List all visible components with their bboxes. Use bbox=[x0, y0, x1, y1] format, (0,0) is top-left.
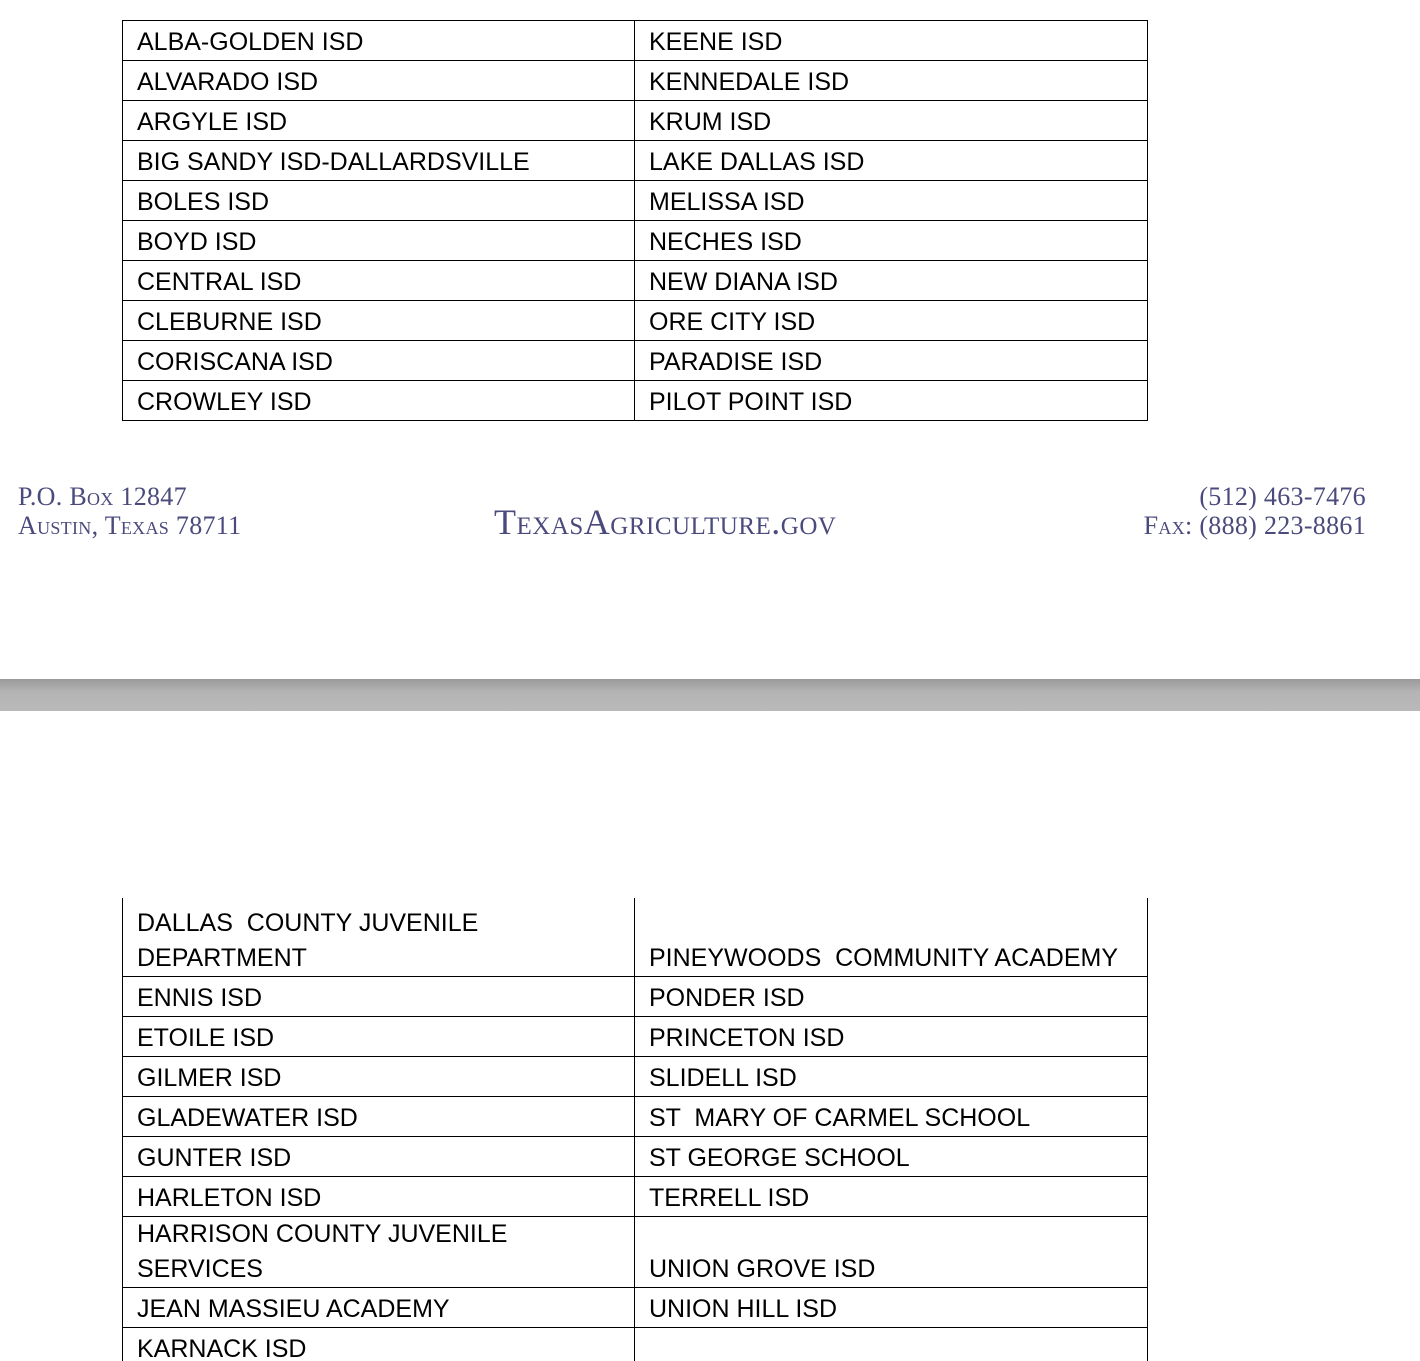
table-row bbox=[123, 1017, 1148, 1057]
table-cell: PILOT POINT ISD bbox=[635, 381, 1148, 421]
address-line: Austin, Texas 78711 bbox=[18, 511, 242, 540]
letterhead-footer bbox=[0, 478, 1420, 548]
table-row bbox=[123, 1057, 1148, 1097]
table-cell: JEAN MASSIEU ACADEMY bbox=[123, 1288, 635, 1328]
table-row bbox=[123, 261, 1148, 301]
mailing-address bbox=[18, 482, 241, 540]
table-cell: ETOILE ISD bbox=[123, 1017, 635, 1057]
table-row bbox=[123, 341, 1148, 381]
page-separator bbox=[0, 679, 1420, 711]
table-cell: ENNIS ISD bbox=[123, 977, 635, 1017]
table-row bbox=[123, 1177, 1148, 1217]
table-cell: ST GEORGE SCHOOL bbox=[635, 1137, 1148, 1177]
table-cell: ARGYLE ISD bbox=[123, 101, 635, 141]
table-row bbox=[123, 1288, 1148, 1328]
table-cell: BOYD ISD bbox=[123, 221, 635, 261]
district-table-top bbox=[122, 20, 1147, 421]
table-row bbox=[123, 381, 1148, 421]
table-cell: CROWLEY ISD bbox=[123, 381, 635, 421]
table-cell: BOLES ISD bbox=[123, 181, 635, 221]
table-cell: ORE CITY ISD bbox=[635, 301, 1148, 341]
table-cell: UNION GROVE ISD bbox=[635, 1217, 1148, 1288]
table-cell: PONDER ISD bbox=[635, 977, 1148, 1017]
table-cell: NECHES ISD bbox=[635, 221, 1148, 261]
table-row bbox=[123, 301, 1148, 341]
table-row bbox=[123, 898, 1148, 977]
table-row bbox=[123, 1137, 1148, 1177]
table-row bbox=[123, 1328, 1148, 1361]
table-cell: ST MARY OF CARMEL SCHOOL bbox=[635, 1097, 1148, 1137]
website-text: TexasAgriculture.gov bbox=[494, 502, 837, 542]
table-row bbox=[123, 141, 1148, 181]
table-row bbox=[123, 181, 1148, 221]
table-row bbox=[123, 977, 1148, 1017]
table-cell: KARNACK ISD bbox=[123, 1328, 635, 1361]
table-row bbox=[123, 21, 1148, 61]
table-cell: SLIDELL ISD bbox=[635, 1057, 1148, 1097]
table-cell: UNION HILL ISD bbox=[635, 1288, 1148, 1328]
contact-numbers bbox=[1144, 482, 1366, 540]
table-cell: CORISCANA ISD bbox=[123, 341, 635, 381]
table-cell: KEENE ISD bbox=[635, 21, 1148, 61]
table-cell: DALLAS COUNTY JUVENILE DEPARTMENT bbox=[123, 898, 635, 977]
table-cell: GILMER ISD bbox=[123, 1057, 635, 1097]
table-cell: PARADISE ISD bbox=[635, 341, 1148, 381]
table-row bbox=[123, 1097, 1148, 1137]
table-row bbox=[123, 1217, 1148, 1288]
table-row bbox=[123, 61, 1148, 101]
table-cell bbox=[635, 1328, 1148, 1361]
table-cell: CENTRAL ISD bbox=[123, 261, 635, 301]
table-cell: GLADEWATER ISD bbox=[123, 1097, 635, 1137]
table-cell: KRUM ISD bbox=[635, 101, 1148, 141]
table-cell: CLEBURNE ISD bbox=[123, 301, 635, 341]
table-cell: ALVARADO ISD bbox=[123, 61, 635, 101]
address-line: P.O. Box 12847 bbox=[18, 482, 187, 511]
table-cell: BIG SANDY ISD-DALLARDSVILLE bbox=[123, 141, 635, 181]
table-cell: ALBA-GOLDEN ISD bbox=[123, 21, 635, 61]
table-cell: PINEYWOODS COMMUNITY ACADEMY bbox=[635, 898, 1148, 977]
district-table-bottom bbox=[122, 898, 1147, 1361]
table-cell: GUNTER ISD bbox=[123, 1137, 635, 1177]
table-cell: PRINCETON ISD bbox=[635, 1017, 1148, 1057]
phone-number: (512) 463-7476 bbox=[1199, 482, 1366, 511]
table-cell: HARLETON ISD bbox=[123, 1177, 635, 1217]
table-cell: TERRELL ISD bbox=[635, 1177, 1148, 1217]
table-row bbox=[123, 221, 1148, 261]
fax-number: Fax: (888) 223-8861 bbox=[1143, 511, 1366, 540]
table-cell: HARRISON COUNTY JUVENILE SERVICES bbox=[123, 1217, 635, 1288]
table-cell: LAKE DALLAS ISD bbox=[635, 141, 1148, 181]
table-row bbox=[123, 101, 1148, 141]
table-cell: MELISSA ISD bbox=[635, 181, 1148, 221]
table-cell: NEW DIANA ISD bbox=[635, 261, 1148, 301]
table-cell: KENNEDALE ISD bbox=[635, 61, 1148, 101]
